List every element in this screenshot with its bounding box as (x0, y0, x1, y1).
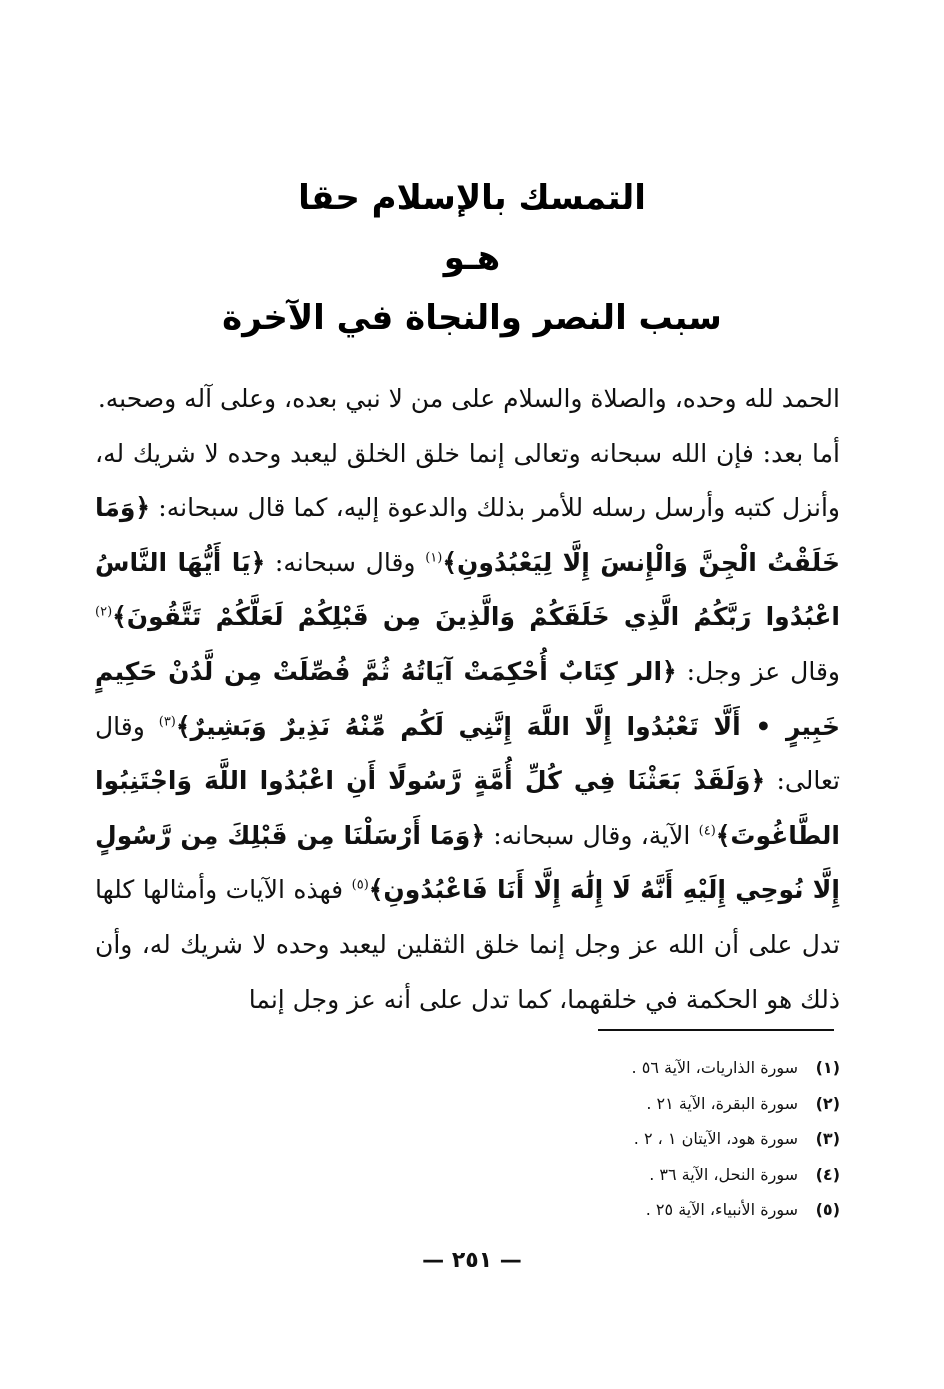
footnote-separator (598, 1029, 834, 1031)
quran-verse-5: ﴿وَمَا أَرْسَلْنَا مِن قَبْلِكَ مِن رَّسُولٍ إِلَّا نُوحِي إِلَيْهِ أَنَّهُ لَا إِلَٰهَ إِلَّا أَنَا فَاعْبُدُونِ﴾ (95, 820, 840, 905)
chapter-title (0, 168, 944, 348)
paragraph-1: الحمد لله وحده، والصلاة والسلام على من لا نبي بعده، وعلى آله وصحبه. (97, 384, 840, 413)
text-segment: الآية، وقال سبحانه: (485, 820, 699, 850)
paragraph-2 (95, 427, 840, 1028)
footnote-number: (١) (815, 1058, 840, 1077)
quran-verse-4: ﴿وَلَقَدْ بَعَثْنَا فِي كُلِّ أُمَّةٍ رَّسُولًا أَنِ اعْبُدُوا اللَّهَ وَاجْتَنِبُوا الطَّاغُوتَ﴾ (95, 766, 840, 850)
footnote-number: (٣) (815, 1129, 840, 1148)
text-segment: وقال تعالى: (95, 711, 840, 796)
footnote-text: سورة البقرة، الآية ٢١ . (646, 1093, 798, 1113)
footnote-ref-1: (١) (425, 550, 443, 566)
footnote-item (390, 1192, 840, 1228)
footnote-item (390, 1050, 840, 1086)
footnote-ref-4: (٤) (698, 823, 716, 839)
footnote-ref-2: (٢) (95, 605, 113, 621)
text-segment: فهذه الآيات وأمثالها كلها تدل على أن الله عز وجل إنما خلق الثقلين ليعبد وحده لا شريك له، وأن ذلك هو الحكمة في خلقهما، كما تدل على أنه عز وجل إنما (95, 875, 840, 1014)
quran-verse-2: ﴿يَا أَيُّهَا النَّاسُ اعْبُدُوا رَبَّكُمُ الَّذِي خَلَقَكُمْ وَالَّذِينَ مِن قَبْلِكُمْ لَعَلَّكُمْ تَتَّقُونَ﴾ (95, 547, 840, 632)
page-number: — ٢٥١ — (422, 1248, 522, 1273)
footnote-item (390, 1086, 840, 1122)
footnote-text: سورة الذاريات، الآية ٥٦ . (631, 1058, 798, 1077)
text-segment: وقال سبحانه: (265, 547, 426, 577)
footnotes (390, 1050, 840, 1228)
footnote-item (390, 1121, 840, 1157)
quran-verse-1: ﴿وَمَا خَلَقْتُ الْجِنَّ وَالْإِنسَ إِلَّا لِيَعْبُدُونِ﴾ (95, 493, 840, 577)
title-line-2: هـو (443, 238, 501, 278)
footnote-ref-3: (٣) (158, 714, 176, 730)
title-line-3: سبب النصر والنجاة في الآخرة (222, 298, 722, 338)
footnote-item (390, 1157, 840, 1193)
text-segment: أما بعد: فإن الله سبحانه وتعالى إنما خلق الخلق ليعبد وحده لا شريك له، وأنزل كتبه وأرسل رسله للأمر بذلك والدعوة إليه، كما قال سبحانه: (95, 438, 840, 523)
footnote-number: (٢) (815, 1093, 840, 1113)
footnote-text: سورة النحل، الآية ٣٦ . (649, 1164, 798, 1184)
text-segment: وقال عز وجل: (676, 656, 840, 686)
footnote-text: سورة هود، الآيتان ١ ، ٢ . (633, 1129, 798, 1148)
footnote-ref-5: (٥) (351, 878, 369, 894)
quran-verse-3: ﴿الر كِتَابٌ أُحْكِمَتْ آيَاتُهُ ثُمَّ فُصِّلَتْ مِن لَّدُنْ حَكِيمٍ خَبِيرٍ • أَلَّا تَعْبُدُوا إِلَّا اللَّهَ إِنَّنِي لَكُم مِّنْهُ نَذِيرٌ وَبَشِيرٌ﴾ (95, 656, 840, 741)
footnote-text: سورة الأنبياء، الآية ٢٥ . (645, 1200, 798, 1219)
footnote-number: (٤) (815, 1164, 840, 1184)
title-line-1: التمسك بالإسلام حقا (298, 178, 646, 218)
footnote-number: (٥) (815, 1200, 840, 1219)
body-text (95, 372, 840, 1027)
